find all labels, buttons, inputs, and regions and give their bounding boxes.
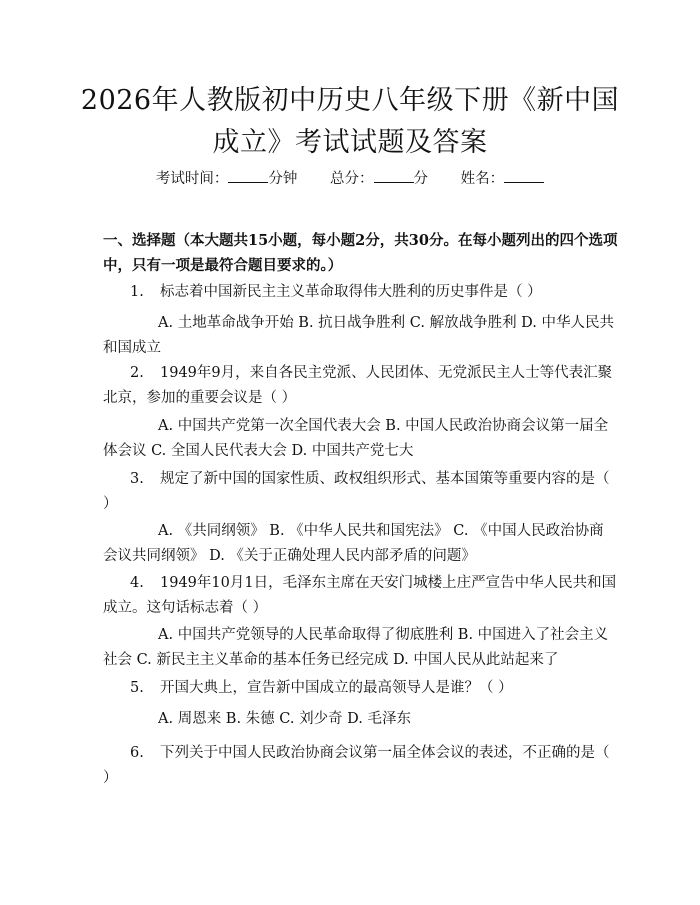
exam-time-label: 考试时间： <box>155 171 229 187</box>
total-score-field <box>330 171 428 187</box>
name-blank <box>504 168 544 183</box>
question-4-options: A. 中国共产党领导的人民革命取得了彻底胜利 B. 中国进入了社会主义社会 C. 新民主主义革命的基本任务已经完成 D. 中国人民从此站起来了 <box>103 627 609 668</box>
exam-time-blank <box>228 168 268 183</box>
exam-time-unit: 分钟 <box>268 171 298 187</box>
exam-info-line <box>0 168 700 189</box>
question-1-number: 1. <box>130 284 144 300</box>
question-1-stem <box>103 280 618 305</box>
section-heading: 一、选择题（本大题共15小题，每小题2分，共30分。在每小题列出的四个选项中，只有一项是最符合题目要求的。） <box>103 232 618 274</box>
total-score-label: 总分： <box>330 171 374 187</box>
question-3-stem <box>103 467 618 517</box>
question-6-text: 下列关于中国人民政治协商会议第一届全体会议的表述，不正确的是（ ） <box>103 745 610 786</box>
total-score-blank <box>374 168 414 183</box>
question-4-number: 4. <box>130 575 144 591</box>
question-6-number: 6. <box>130 745 144 761</box>
question-1-options: A. 土地革命战争开始 B. 抗日战争胜利 C. 解放战争胜利 D. 中华人民共和国成立 <box>103 315 615 356</box>
question-4-stem <box>103 571 618 621</box>
question-5-stem <box>103 676 618 701</box>
question-2-stem <box>103 361 618 411</box>
question-5-text: 开国大典上，宣告新中国成立的最高领导人是谁？（ ） <box>160 680 513 696</box>
question-2-number: 2. <box>130 365 144 381</box>
question-5-options: A. 周恩来 B. 朱德 C. 刘少奇 D. 毛泽东 <box>158 711 412 727</box>
page-title: 2026年人教版初中历史八年级下册《新中国成立》考试试题及答案 <box>80 85 620 158</box>
total-score-unit: 分 <box>413 171 428 187</box>
question-3-number: 3. <box>130 471 144 487</box>
exam-time-field <box>156 171 298 187</box>
question-5-number: 5. <box>130 680 144 696</box>
name-label: 姓名： <box>460 171 505 187</box>
question-2-text: 1949年9月，来自各民主党派、人民团体、无党派民主人士等代表汇聚北京，参加的重要会议是（ ） <box>103 365 613 406</box>
question-1-text: 标志着中国新民主主义革命取得伟大胜利的历史事件是（ ） <box>160 284 542 300</box>
question-2-options: A. 中国共产党第一次全国代表大会 B. 中国人民政治协商会议第一届全体会议 C. 全国人民代表大会 D. 中国共产党七大 <box>103 418 609 459</box>
name-field <box>461 171 545 187</box>
question-4-text: 1949年10月1日，毛泽东主席在天安门城楼上庄严宣告中华人民共和国成立。这句话标志着（ ） <box>103 575 617 616</box>
question-6-stem <box>103 741 618 791</box>
question-3-options: A. 《共同纲领》 B. 《中华人民共和国宪法》 C. 《中国人民政治协商会议共同纲领》 D. 《关于正确处理人民内部矛盾的问题》 <box>103 523 604 564</box>
question-3-text: 规定了新中国的国家性质、政权组织形式、基本国策等重要内容的是（ ） <box>103 471 610 512</box>
